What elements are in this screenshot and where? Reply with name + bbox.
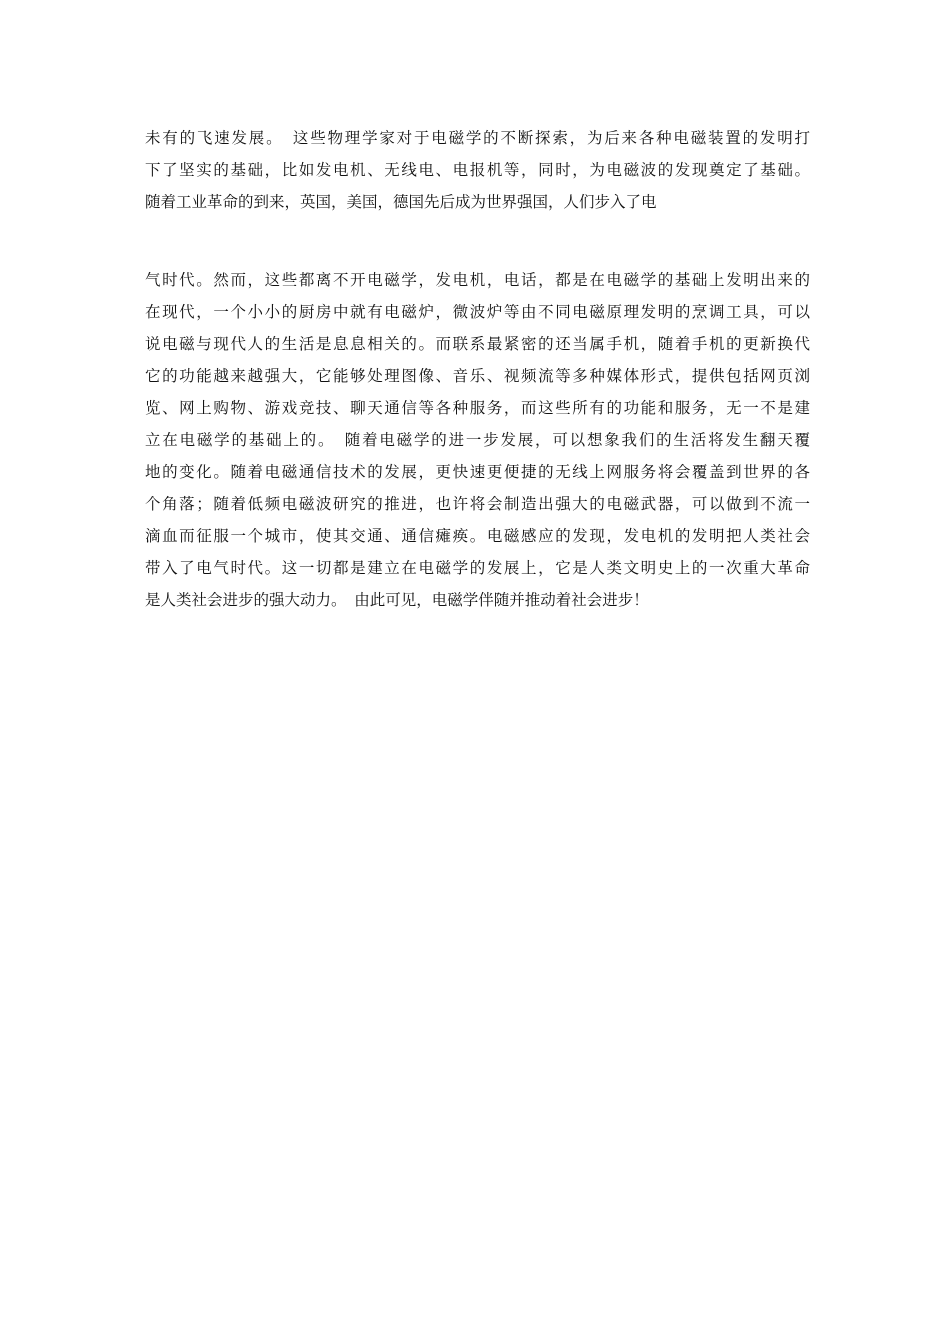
text-line: 是人类社会进步的强大动力。 由此可见，电磁学伴随并推动着社会进步！ — [145, 591, 649, 609]
text-line: 览、网上购物、游戏竞技、聊天通信等各种服务，而这些所有的功能和服务，无一不是建 — [145, 399, 810, 417]
text-line: 个角落；随着低频电磁波研究的推进，也许将会制造出强大的电磁武器，可以做到不流一 — [145, 495, 810, 513]
text-line: 在现代，一个小小的厨房中就有电磁炉，微波炉等由不同电磁原理发明的烹调工具，可以 — [145, 303, 810, 321]
text-line: 立在电磁学的基础上的。 随着电磁学的进一步发展，可以想象我们的生活将发生翻天覆 — [145, 431, 810, 449]
paragraph-1 — [145, 122, 810, 218]
text-line: 下了坚实的基础，比如发电机、无线电、电报机等，同时，为电磁波的发现奠定了基础。 — [145, 161, 810, 179]
text-line: 气时代。然而，这些都离不开电磁学，发电机，电话，都是在电磁学的基础上发明出来的 — [145, 271, 810, 289]
text-line: 随着工业革命的到来，英国，美国，德国先后成为世界强国，人们步入了电 — [145, 193, 657, 211]
paragraph-2 — [145, 264, 810, 616]
text-line: 它的功能越来越强大，它能够处理图像、音乐、视频流等多种媒体形式，提供包括网页浏 — [145, 367, 810, 385]
text-line: 滴血而征服一个城市，使其交通、通信瘫痪。电磁感应的发现，发电机的发明把人类社会 — [145, 527, 810, 545]
text-line: 说电磁与现代人的生活是息息相关的。而联系最紧密的还当属手机，随着手机的更新换代 — [145, 335, 810, 353]
text-line: 地的变化。随着电磁通信技术的发展，更快速更便捷的无线上网服务将会覆盖到世界的各 — [145, 463, 810, 481]
text-line: 未有的飞速发展。 这些物理学家对于电磁学的不断探索，为后来各种电磁装置的发明打 — [145, 129, 810, 147]
text-line: 带入了电气时代。这一切都是建立在电磁学的发展上，它是人类文明史上的一次重大革命 — [145, 559, 810, 577]
